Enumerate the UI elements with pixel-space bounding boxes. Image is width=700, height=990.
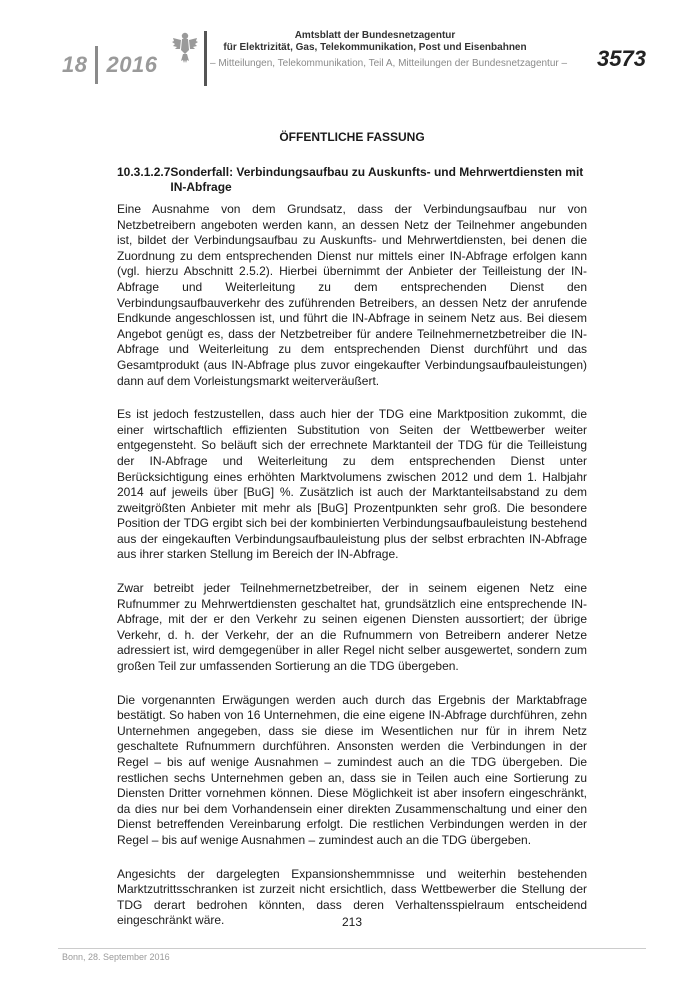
journal-title-line-2: für Elektrizität, Gas, Telekommunikation, Post und Eisenbahnen xyxy=(223,42,527,53)
issue-year: 2016 xyxy=(106,52,158,77)
issue-label xyxy=(62,46,157,84)
document-body xyxy=(117,202,587,947)
paragraph: Angesichts der dargelegten Expansionshemmnisse und weiterhin bestehenden Marktzutrittsschranken ist zurzeit nicht ersichtlich, dass Wettbewerber die Stellung der TDG derart bedrohen könnten, dass deren Verhaltensspielraum entscheidend eingeschränkt wäre. xyxy=(117,866,587,928)
section-number: 10.3.1.2.7 xyxy=(117,165,171,179)
issue-number: 18 xyxy=(62,52,88,77)
issue-separator xyxy=(95,46,98,84)
journal-title-line-1: Amtsblatt der Bundesnetzagentur xyxy=(294,30,456,41)
journal-title xyxy=(210,30,540,54)
document-page-number: 213 xyxy=(341,915,363,929)
footer-divider xyxy=(58,948,646,949)
paragraph: Es ist jedoch festzustellen, dass auch hier der TDG eine Marktposition zukommt, die einer wirtschaftlich effizienten Substitution von Seiten der Wettbewerber weiter entgegensteht. So beläuft sich der errechnete Marktanteil der TDG für die Teilleistung der IN-Abfrage und Weiterleitung zu dem entsprechenden Dienst unter Berücksichtigung eines erhöhten Marktvolumens zwischen 2012 und dem 1. Halbjahr 2014 auf jeweils über [BuG] %. Zusätzlich ist auch der Marktanteilsabstand zu dem zweitgrößten Anbieter mit mehr als [BuG] Prozentpunkten sehr groß. Die besondere Position der TDG ergibt sich bei der kombinierten Verbindungsaufbauleistung bestehend aus der eingekauften Verbindungsaufbauleistung plus der selbst erbrachten IN-Abfrage aus ihrer starken Stellung im Bereich der IN-Abfrage. xyxy=(117,407,587,562)
header-divider xyxy=(204,31,207,86)
journal-page-number: 3573 xyxy=(597,46,646,71)
section-heading xyxy=(117,165,587,195)
document-title: ÖFFENTLICHE FASSUNG xyxy=(279,130,425,144)
footer-date: Bonn, 28. September 2016 xyxy=(62,952,170,962)
paragraph: Zwar betreibt jeder Teilnehmernetzbetreiber, der in seinem eigenen Netz eine Rufnummer zu Mehrwertdiensten geschaltet hat, grundsätzlich eine entsprechende IN-Abfrage, mit der er den Verkehr zu seinen eigenen Diensten aussortiert; der übrige Verkehr, d. h. der Verkehr, der an die Rufnummern von Betreibern anderer Netze adressiert ist, wird demgegenüber in aller Regel nicht selber ausgewertet, sondern zum großen Teil zur umfassenden Sortierung an die TDG übergeben. xyxy=(117,581,587,674)
section-title: Sonderfall: Verbindungsaufbau zu Auskunfts- und Mehrwertdiensten mit IN-Abfrage xyxy=(170,165,584,194)
journal-subtitle: – Mitteilungen, Telekommunikation, Teil A, Mitteilungen der Bundesnetzagentur – xyxy=(210,58,568,69)
paragraph: Eine Ausnahme von dem Grundsatz, dass der Verbindungsaufbau nur von Netzbetreibern angeboten werden kann, an dessen Netz der Teilnehmer angebunden ist, bildet der Verbindungsaufbau zu Auskunfts- und Mehrwertdiensten, bei denen die Zuordnung zu dem entsprechenden Dienst nur mittels einer IN-Abfrage erfolgen kann (vgl. hierzu Abschnitt 2.5.2). Hierbei übernimmt der Anbieter der Teilleistung der IN-Abfrage und Weiterleitung zu dem entsprechenden Dienst den Verbindungsaufbauverkehr des zuführenden Betreibers, an dessen Netz der anrufende Endkunde angeschlossen ist, und führt die IN-Abfrage in seinem Netz aus. Bei diesem Angebot genügt es, dass der Netzbetreiber für andere Teilnehmernetzbetreiber die IN-Abfrage und Weiterleitung zu dem entsprechenden Dienst durchführt und das Gesamtprodukt (aus IN-Abfrage plus zuvor eingekaufter Verbindungsaufbauleistungen) dann auf dem Vorleistungsmarkt weiterveräußert. xyxy=(117,202,587,388)
federal-eagle-icon xyxy=(171,30,199,66)
paragraph: Die vorgenannten Erwägungen werden auch durch das Ergebnis der Marktabfrage bestätigt. So haben von 16 Unternehmen, die eine eigene IN-Abfrage durchführen, zehn Unternehmen angegeben, dass sie diese im Wesentlichen nur für in ihrem Netz geschaltete Rufnummern durchführen. Ansonsten werden die Verbindungen in der Regel – bis auf wenige Ausnahmen – zumindest auch an die TDG übergeben. Die restlichen sechs Unternehmen geben an, dass sie in Teilen auch eine Sortierung zu Diensten Dritter vornehmen können. Diese Möglichkeit ist aber insofern eingeschränkt, da dies nur bei dem Vorhandensein einer direkten Zusammenschaltung und einer den Dienst betreffenden Vereinbarung erfolgt. Die restlichen Verbindungen werden in der Regel – bis auf wenige Ausnahmen – zumindest auch an die TDG übergeben. xyxy=(117,692,587,847)
